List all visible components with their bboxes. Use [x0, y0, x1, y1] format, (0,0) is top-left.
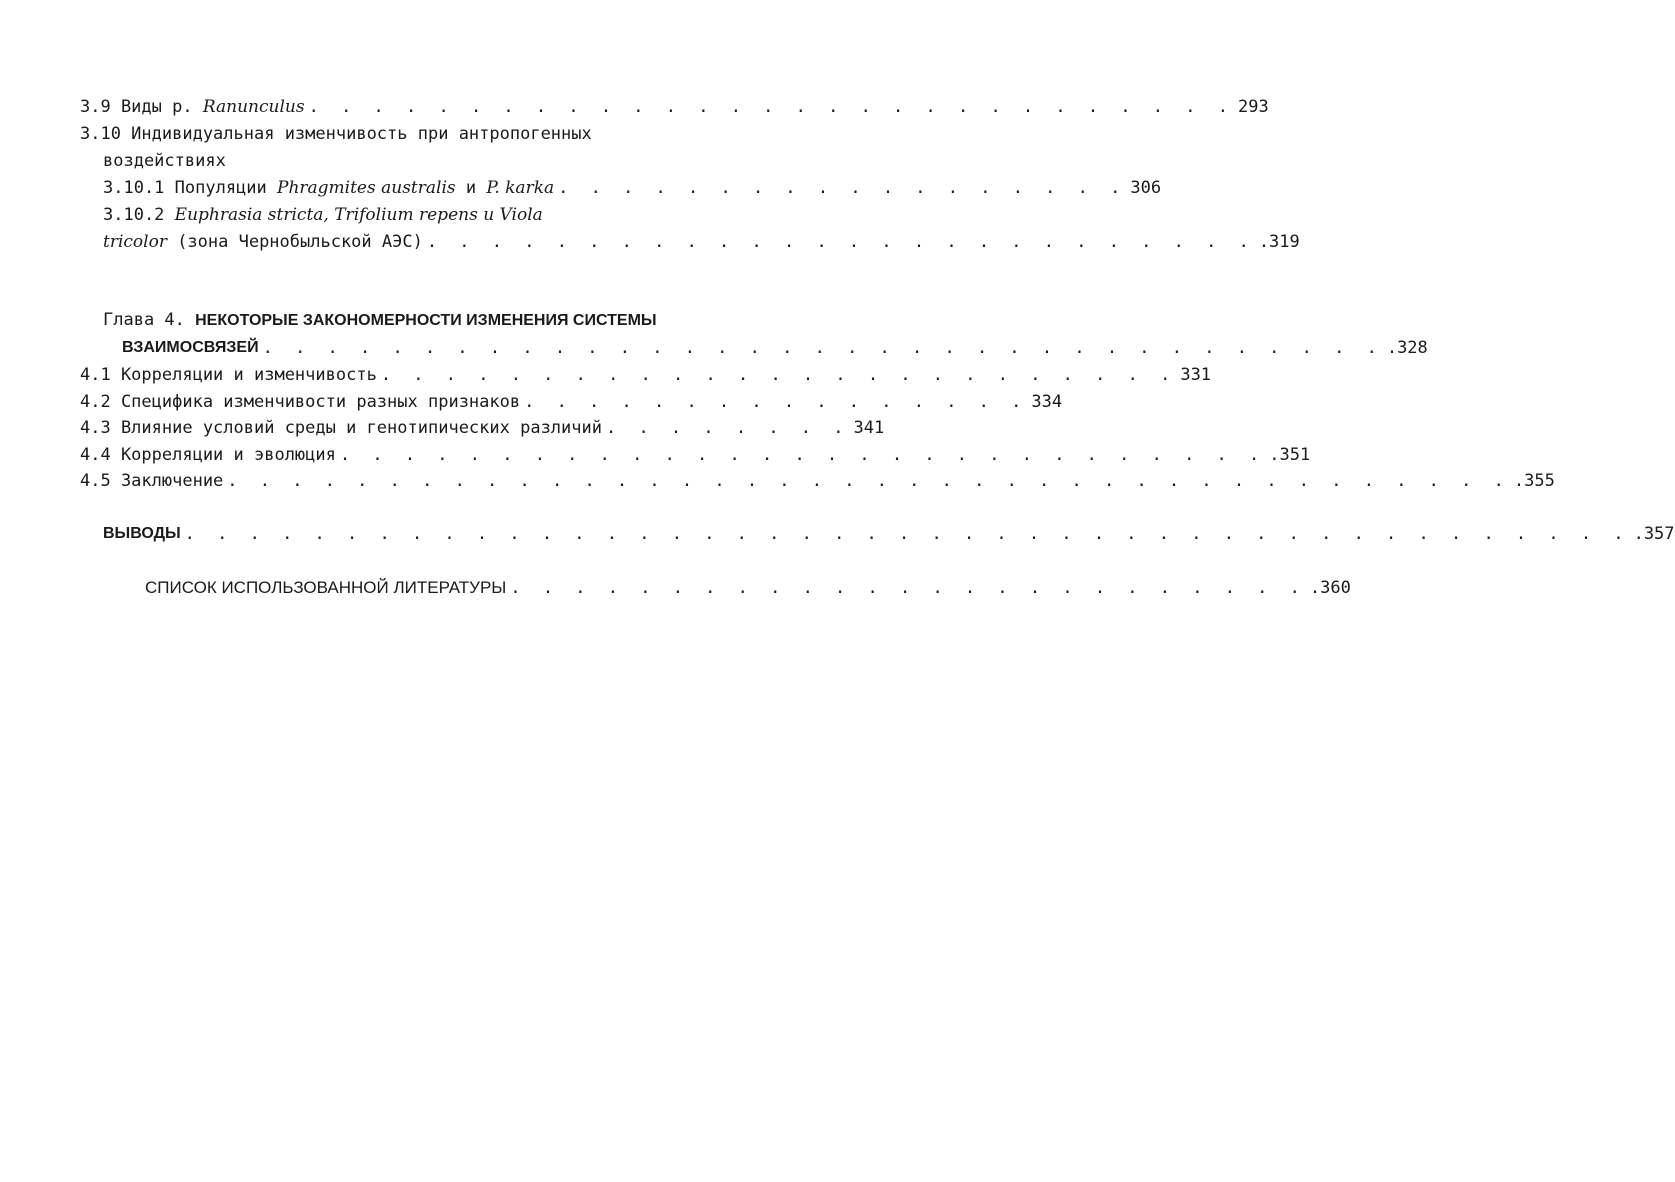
toc-entry-label: tricolor (зона Чернобыльской АЭС) [103, 232, 423, 252]
toc-entry-3-10-line1 [80, 119, 760, 145]
toc-entry-label: 4.5 Заключение [80, 471, 224, 491]
toc-entry-4-2 [80, 387, 1063, 413]
toc-entry-label: 3.10 Индивидуальная изменчивость при антропогенных [80, 124, 592, 144]
toc-entry-label: воздействиях [103, 151, 226, 171]
toc-page-number: .355 [1513, 471, 1555, 491]
toc-leader-dots: . . . . . . . . . . . . . . . . . . . . . . . . . [510, 578, 1306, 598]
toc-leader-dots: . . . . . . . . . . . . . . . . . . . . . . . . . . . . . . . . . . . [262, 338, 1383, 358]
toc-entry-3-10-2-line1 [103, 200, 760, 226]
toc-leader-dots: . . . . . . . . . . . . . . . . . . . . . . . . . . . . . [339, 445, 1266, 465]
toc-entry-3-10-1 [103, 173, 1162, 199]
toc-page-number: 334 [1031, 392, 1063, 412]
toc-leader-dots: . . . . . . . . [605, 418, 850, 438]
toc-page-number: 331 [1180, 365, 1212, 385]
toc-chapter-label: Глава 4. НЕКОТОРЫЕ ЗАКОНОМЕРНОСТИ ИЗМЕНЕНИЯ СИСТЕМЫ [103, 310, 657, 330]
toc-entry-4-5 [80, 466, 1555, 492]
toc-entry-label: ВЫВОДЫ [103, 525, 181, 542]
toc-entry-3-9 [80, 92, 1269, 118]
toc-page-number: .319 [1258, 232, 1300, 252]
toc-entry-label: 4.4 Корреляции и эволюция [80, 445, 336, 465]
toc-entry-label: 4.1 Корреляции и изменчивость [80, 365, 377, 385]
toc-leader-dots: . . . . . . . . . . . . . . . . . . . . . . . . . . [426, 232, 1255, 252]
toc-entry-label: 4.2 Специфика изменчивости разных признаков [80, 392, 521, 412]
toc-entry-references [145, 573, 1351, 599]
toc-page-number: 341 [853, 418, 885, 438]
toc-leader-dots: . . . . . . . . . . . . . . . . . . . . . . . . . . . . . . . . . . . . . . . . [227, 471, 1510, 491]
toc-page-number: .360 [1309, 578, 1351, 598]
toc-leader-dots: . . . . . . . . . . . . . . . . . . . . . . . . . . . . . [308, 97, 1234, 117]
toc-chapter-4-line2 [122, 333, 1428, 359]
toc-page-number: .351 [1269, 445, 1311, 465]
toc-page-number: 293 [1237, 97, 1269, 117]
toc-page-number: .328 [1386, 338, 1428, 358]
toc-entry-4-3 [80, 413, 885, 439]
toc-leader-dots: . . . . . . . . . . . . . . . . . . [558, 178, 1127, 198]
toc-entry-4-4 [80, 440, 1311, 466]
toc-entry-label: 3.9 Виды р. Ranunculus [80, 97, 305, 117]
toc-entry-label: 3.10.1 Популяции Phragmites australis и P. karka [103, 178, 555, 198]
toc-entry-3-10-line2 [103, 146, 760, 172]
toc-chapter-label: ВЗАИМОСВЯЗЕЙ [122, 339, 259, 356]
toc-entry-label: 3.10.2 Euphrasia stricta, Trifolium repens u Viola [103, 205, 543, 225]
toc-entry-conclusions [103, 519, 1675, 545]
toc-leader-dots: . . . . . . . . . . . . . . . . . . . . . . . . . . . . . . . . . . . . . . . . . . . . . [184, 524, 1630, 544]
toc-entry-4-1 [80, 360, 1212, 386]
toc-leader-dots: . . . . . . . . . . . . . . . . . . . . . . . . . [380, 365, 1177, 385]
toc-chapter-4-line1 [103, 306, 760, 332]
toc-page-number: 306 [1130, 178, 1162, 198]
toc-entry-3-10-2-line2 [103, 227, 1300, 253]
toc-leader-dots: . . . . . . . . . . . . . . . . [524, 392, 1028, 412]
toc-entry-label: 4.3 Влияние условий среды и генотипических различий [80, 418, 602, 438]
toc-entry-label: СПИСОК ИСПОЛЬЗОВАННОЙ ЛИТЕРАТУРЫ [145, 578, 507, 597]
toc-page-number: .357 [1633, 524, 1675, 544]
